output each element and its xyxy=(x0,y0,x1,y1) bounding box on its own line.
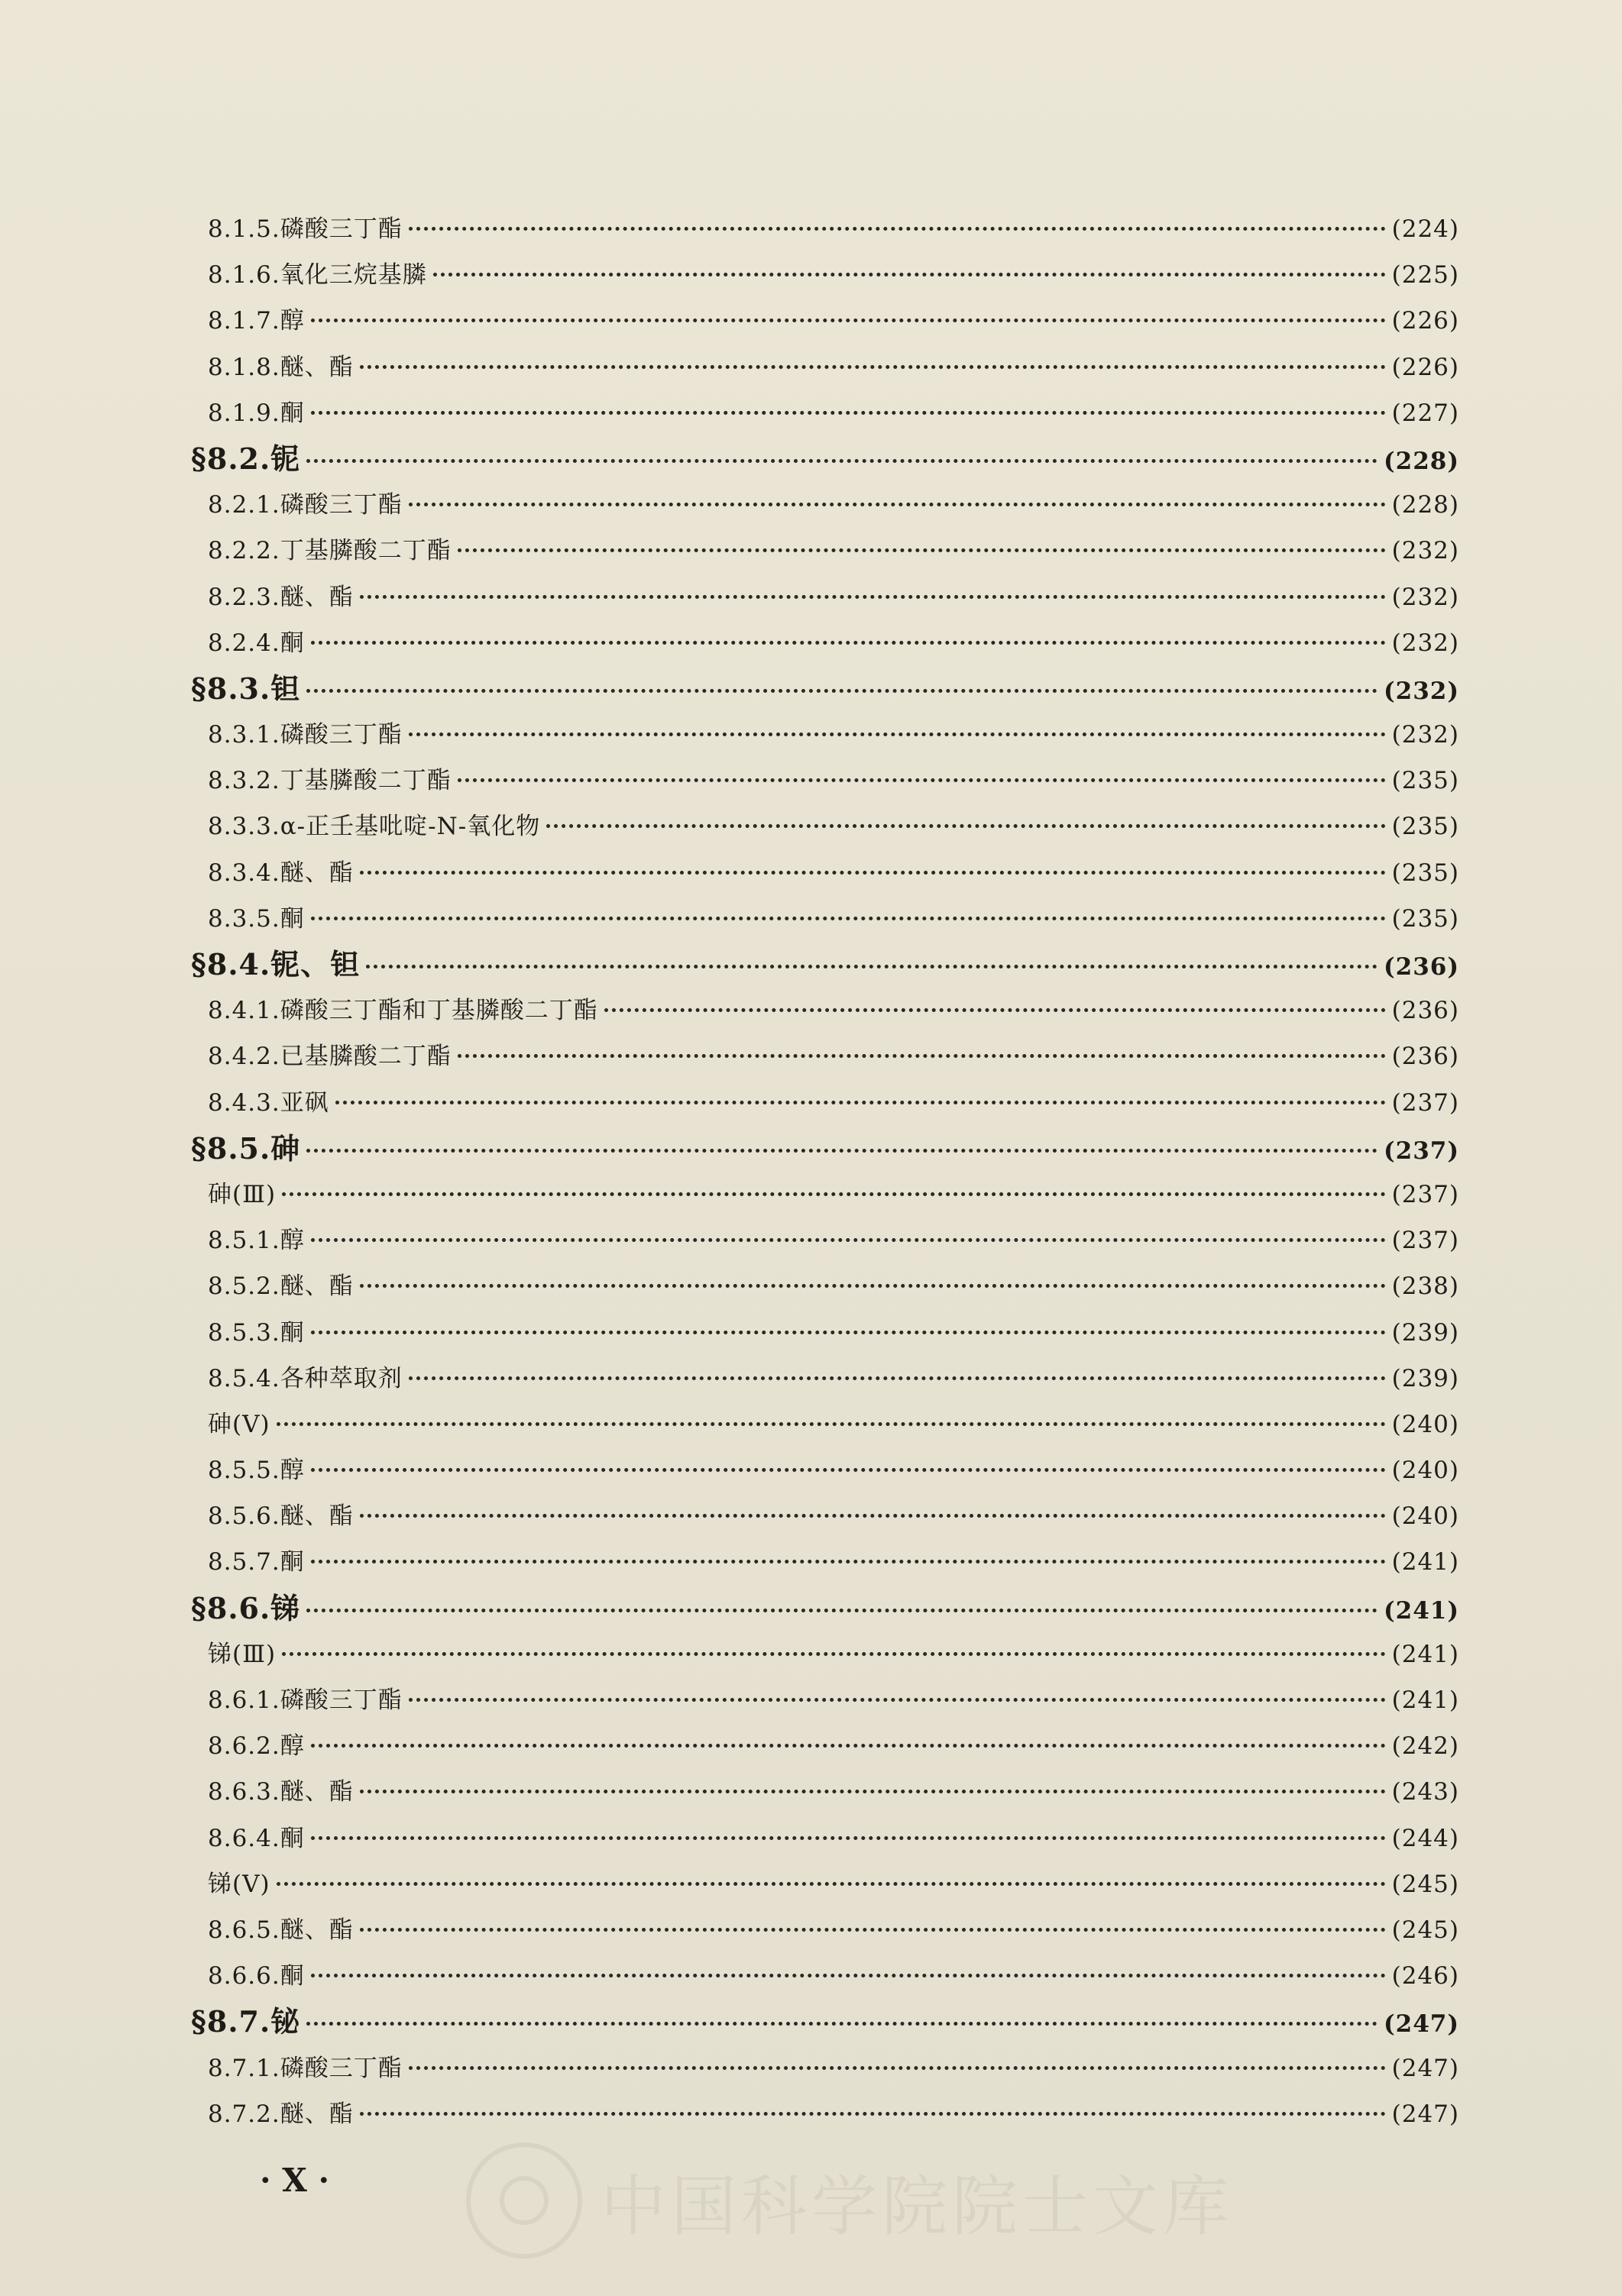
toc-entry-row xyxy=(191,1080,1459,1126)
toc-entry-label: 8.1.9.酮 xyxy=(208,399,305,427)
dot-leader xyxy=(360,595,1386,599)
toc-page-number: (239) xyxy=(1391,1318,1459,1347)
toc-entry-row xyxy=(191,620,1459,666)
toc-entry-row xyxy=(191,1356,1459,1402)
toc-page-number: (232) xyxy=(1383,677,1459,705)
dot-leader xyxy=(311,1468,1386,1472)
toc-entry-row xyxy=(191,1677,1459,1723)
toc-entry-row xyxy=(191,896,1459,942)
dot-leader xyxy=(458,548,1386,552)
toc-page-number: (243) xyxy=(1391,1778,1459,1806)
dot-leader xyxy=(458,1054,1386,1058)
dot-leader xyxy=(311,1238,1386,1242)
toc-page-number: (232) xyxy=(1391,629,1459,657)
toc-entry-label: 8.5.6.醚、酯 xyxy=(208,1502,354,1531)
toc-entry-label: 8.5.5.醇 xyxy=(208,1457,305,1485)
toc-entry-label: 8.5.3.酮 xyxy=(208,1318,305,1347)
toc-group-row xyxy=(191,1631,1459,1677)
dot-leader xyxy=(306,689,1378,693)
toc-entry-label: 8.3.2.丁基膦酸二丁酯 xyxy=(208,767,452,795)
toc-entry-label: 8.5.4.各种萃取剂 xyxy=(208,1364,403,1392)
toc-page-number: (237) xyxy=(1391,1227,1459,1255)
toc-entry-label: 8.3.3.α-正壬基吡啶-N-氧化物 xyxy=(208,813,541,841)
dot-leader xyxy=(409,503,1386,506)
dot-leader xyxy=(311,1560,1386,1564)
dot-leader xyxy=(311,641,1386,645)
dot-leader xyxy=(458,778,1386,782)
toc-page-number: (246) xyxy=(1391,1962,1459,1990)
toc-entry-row xyxy=(191,252,1459,298)
toc-entry-row xyxy=(191,2045,1459,2091)
toc-entry-label: §8.6.锑 xyxy=(191,1590,301,1625)
toc-entry-row xyxy=(191,1493,1459,1539)
toc-page-number: (227) xyxy=(1391,399,1459,427)
toc-page-number: (241) xyxy=(1391,1548,1459,1576)
dot-leader xyxy=(409,2066,1386,2070)
toc-page-number: (225) xyxy=(1391,261,1459,289)
toc-entry-label: 8.7.2.醚、酯 xyxy=(208,2100,354,2128)
toc-page-number: (232) xyxy=(1391,537,1459,565)
toc-page-number: (241) xyxy=(1391,1640,1459,1668)
dot-leader xyxy=(311,1974,1386,1977)
toc-entry-row xyxy=(191,1723,1459,1769)
dot-leader xyxy=(306,1609,1378,1612)
toc-entry-label: 8.1.7.醇 xyxy=(208,307,305,335)
toc-page-number: (247) xyxy=(1391,2054,1459,2082)
dot-leader xyxy=(306,1149,1378,1153)
toc-entry-row xyxy=(191,482,1459,528)
toc-entry-label: 8.3.1.磷酸三丁酯 xyxy=(208,721,403,749)
dot-leader xyxy=(282,1652,1386,1656)
library-watermark xyxy=(466,2142,1233,2259)
toc-entry-label: §8.4.铌、钽 xyxy=(191,947,361,981)
dot-leader xyxy=(311,319,1386,322)
dot-leader xyxy=(311,411,1386,415)
toc-page-number: (228) xyxy=(1383,447,1459,475)
toc-entry-label: 砷(Ⅴ) xyxy=(208,1410,270,1438)
dot-leader xyxy=(409,1376,1386,1380)
toc-entry-row xyxy=(191,1816,1459,1861)
toc-entry-row xyxy=(191,1539,1459,1585)
toc-entry-row xyxy=(191,1447,1459,1493)
dot-leader xyxy=(366,965,1378,969)
toc-page-number: (226) xyxy=(1391,307,1459,335)
toc-section-row xyxy=(191,942,1459,988)
toc-entry-label: 8.5.1.醇 xyxy=(208,1227,305,1255)
toc-page-number: (244) xyxy=(1391,1824,1459,1852)
dot-leader xyxy=(360,365,1386,369)
dot-leader xyxy=(360,1284,1386,1288)
toc-entry-label: 8.4.2.已基膦酸二丁酯 xyxy=(208,1043,452,1071)
toc-entry-label: §8.3.钽 xyxy=(191,671,301,706)
dot-leader xyxy=(277,1882,1386,1886)
toc-entry-label: §8.2.铌 xyxy=(191,441,301,476)
toc-entry-label: 8.5.7.酮 xyxy=(208,1548,305,1576)
toc-entry-row xyxy=(191,344,1459,390)
toc-page-number: (242) xyxy=(1391,1732,1459,1761)
table-of-contents xyxy=(191,206,1459,2137)
toc-page-number: (238) xyxy=(1391,1273,1459,1301)
toc-entry-label: 8.1.5.磷酸三丁酯 xyxy=(208,215,403,243)
toc-group-row xyxy=(191,1402,1459,1447)
toc-entry-label: 8.6.3.醚、酯 xyxy=(208,1778,354,1806)
toc-page-number: (240) xyxy=(1391,1410,1459,1438)
toc-page-number: (236) xyxy=(1383,953,1459,981)
dot-leader xyxy=(546,824,1385,828)
toc-page-number: (235) xyxy=(1391,813,1459,841)
toc-page-number: (239) xyxy=(1391,1364,1459,1392)
toc-entry-label: 8.2.4.酮 xyxy=(208,629,305,657)
dot-leader xyxy=(409,1698,1386,1702)
toc-entry-label: 8.6.1.磷酸三丁酯 xyxy=(208,1686,403,1714)
toc-page-number: (240) xyxy=(1391,1457,1459,1485)
dot-leader xyxy=(360,1790,1386,1793)
toc-entry-row xyxy=(191,1310,1459,1356)
toc-page-number: (245) xyxy=(1391,1916,1459,1944)
dot-leader xyxy=(311,917,1386,920)
dot-leader xyxy=(282,1192,1386,1196)
toc-entry-row xyxy=(191,1953,1459,1999)
toc-section-row xyxy=(191,1999,1459,2045)
dot-leader xyxy=(335,1101,1386,1104)
watermark-text: 中国科学院院士文库 xyxy=(601,2168,1233,2245)
toc-entry-row xyxy=(191,804,1459,849)
toc-entry-label: 8.5.2.醚、酯 xyxy=(208,1273,354,1301)
toc-entry-row xyxy=(191,758,1459,804)
toc-entry-row xyxy=(191,1263,1459,1309)
toc-entry-row xyxy=(191,1033,1459,1079)
toc-page-number: (235) xyxy=(1391,904,1459,933)
toc-page-number: (228) xyxy=(1391,491,1459,519)
toc-entry-label: 8.4.3.亚砜 xyxy=(208,1088,329,1117)
toc-page-number: (236) xyxy=(1391,997,1459,1025)
toc-section-row xyxy=(191,666,1459,712)
toc-entry-label: 8.1.8.醚、酯 xyxy=(208,353,354,381)
dot-leader xyxy=(311,1331,1386,1334)
toc-page-number: (247) xyxy=(1383,2010,1459,2039)
toc-entry-label: 8.3.5.酮 xyxy=(208,904,305,933)
toc-entry-row xyxy=(191,390,1459,436)
toc-entry-label: 8.6.2.醇 xyxy=(208,1732,305,1761)
toc-page-number: (235) xyxy=(1391,767,1459,795)
toc-section-row xyxy=(191,1586,1459,1631)
dot-leader xyxy=(311,1836,1386,1840)
toc-entry-row xyxy=(191,298,1459,344)
toc-entry-row xyxy=(191,528,1459,574)
toc-entry-label: 8.6.4.酮 xyxy=(208,1824,305,1852)
toc-entry-row xyxy=(191,988,1459,1033)
toc-section-row xyxy=(191,436,1459,482)
dot-leader xyxy=(306,459,1378,463)
dot-leader xyxy=(409,227,1386,231)
toc-page-number: (241) xyxy=(1391,1686,1459,1714)
dot-leader xyxy=(360,1928,1386,1932)
academy-seal-icon xyxy=(466,2142,582,2259)
toc-entry-label: §8.7.铋 xyxy=(191,2004,301,2039)
toc-entry-label: 8.3.4.醚、酯 xyxy=(208,859,354,887)
toc-entry-row xyxy=(191,1769,1459,1815)
toc-entry-row xyxy=(191,2091,1459,2137)
dot-leader xyxy=(306,2022,1378,2026)
dot-leader xyxy=(433,273,1386,276)
toc-group-row xyxy=(191,1861,1459,1907)
toc-page-number: (237) xyxy=(1391,1180,1459,1208)
toc-page-number: (245) xyxy=(1391,1870,1459,1898)
dot-leader xyxy=(409,732,1386,736)
toc-entry-row xyxy=(191,206,1459,252)
toc-page-number: (247) xyxy=(1391,2100,1459,2128)
toc-page-number: (232) xyxy=(1391,583,1459,611)
toc-page-number: (237) xyxy=(1383,1137,1459,1165)
toc-entry-label: 8.4.1.磷酸三丁酯和丁基膦酸二丁酯 xyxy=(208,997,598,1025)
toc-entry-label: 8.1.6.氧化三烷基膦 xyxy=(208,261,427,289)
toc-entry-label: 8.2.2.丁基膦酸二丁酯 xyxy=(208,537,452,565)
toc-page-number: (224) xyxy=(1391,215,1459,243)
dot-leader xyxy=(360,871,1386,875)
toc-page-number: (235) xyxy=(1391,859,1459,887)
toc-entry-row xyxy=(191,1907,1459,1953)
toc-group-row xyxy=(191,1172,1459,1218)
toc-entry-label: 砷(Ⅲ) xyxy=(208,1180,277,1208)
page-number-footer: · X · xyxy=(260,2162,330,2199)
toc-section-row xyxy=(191,1126,1459,1172)
toc-entry-row xyxy=(191,712,1459,758)
toc-entry-label: 8.6.6.酮 xyxy=(208,1962,305,1990)
toc-entry-label: 8.2.3.醚、酯 xyxy=(208,583,354,611)
toc-entry-label: 锑(Ⅲ) xyxy=(208,1640,277,1668)
toc-entry-label: 8.7.1.磷酸三丁酯 xyxy=(208,2054,403,2082)
toc-page-number: (232) xyxy=(1391,721,1459,749)
toc-page-number: (241) xyxy=(1383,1596,1459,1625)
toc-entry-row xyxy=(191,1218,1459,1263)
toc-entry-label: 8.2.1.磷酸三丁酯 xyxy=(208,491,403,519)
dot-leader xyxy=(360,1514,1386,1518)
dot-leader xyxy=(311,1744,1386,1748)
toc-entry-row xyxy=(191,574,1459,620)
dot-leader xyxy=(604,1008,1386,1012)
toc-page-number: (240) xyxy=(1391,1502,1459,1531)
toc-entry-label: 锑(Ⅴ) xyxy=(208,1870,270,1898)
toc-page-number: (236) xyxy=(1391,1043,1459,1071)
toc-page-number: (237) xyxy=(1391,1088,1459,1117)
toc-page-number: (226) xyxy=(1391,353,1459,381)
toc-entry-label: §8.5.砷 xyxy=(191,1130,301,1166)
toc-entry-label: 8.6.5.醚、酯 xyxy=(208,1916,354,1944)
dot-leader xyxy=(360,2112,1386,2116)
toc-entry-row xyxy=(191,850,1459,896)
dot-leader xyxy=(277,1422,1386,1426)
